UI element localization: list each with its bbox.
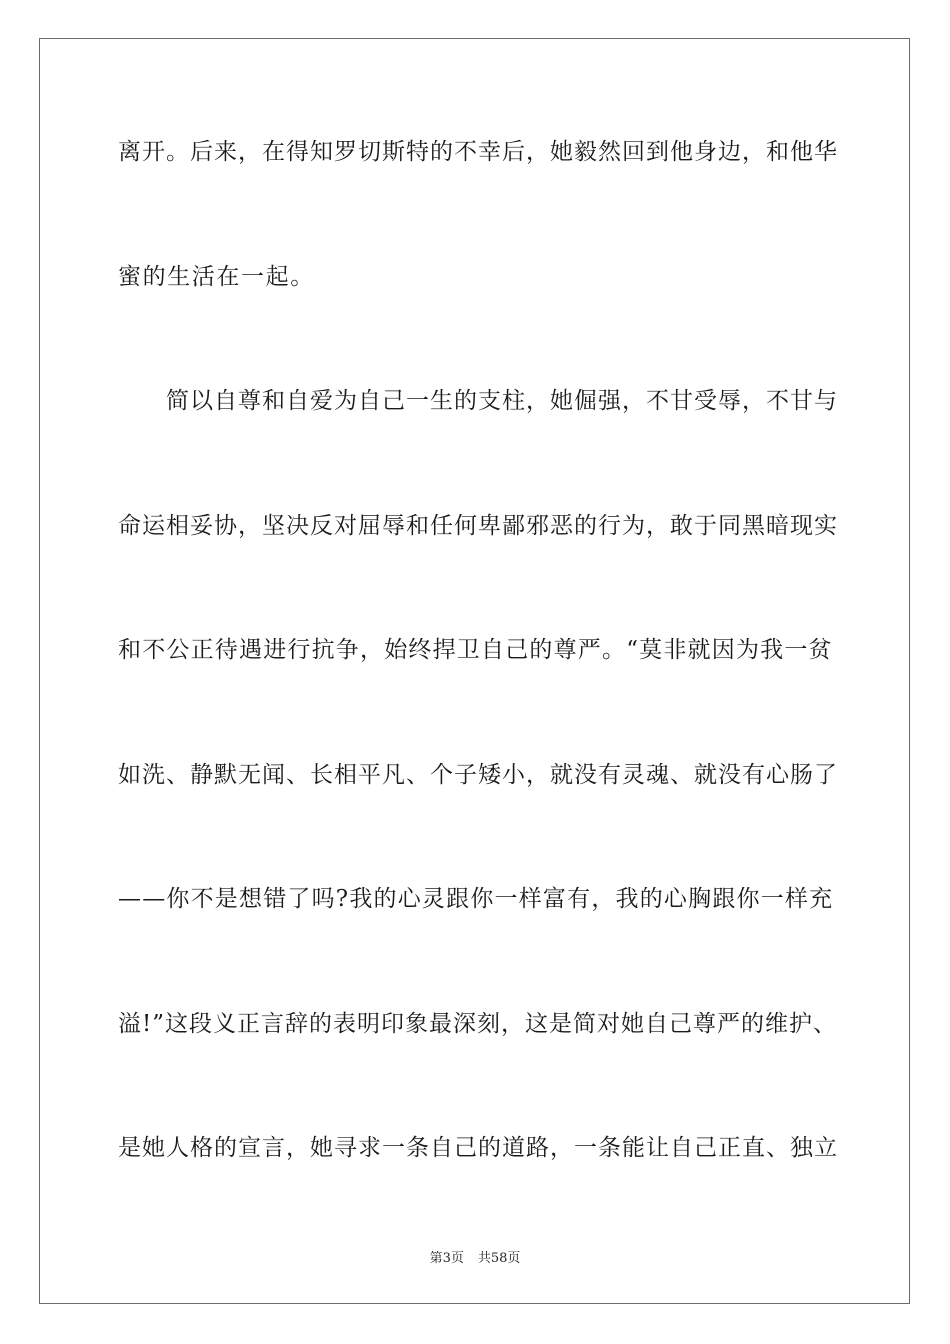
body-text-line: 溢!”这段义正言辞的表明印象最深刻，这是简对她自己尊严的维护、	[118, 1011, 838, 1037]
page-footer	[0, 1247, 950, 1266]
body-text-line: 是她人格的宣言，她寻求一条自己的道路，一条能让自己正直、独立	[118, 1135, 838, 1161]
body-text-line: 离开。后来，在得知罗切斯特的不幸后，她毅然回到他身边，和他华	[118, 139, 838, 165]
body-text-line: 简以自尊和自爱为自己一生的支柱，她倔强，不甘受辱，不甘与	[118, 388, 838, 414]
body-text-line: 命运相妥协，坚决反对屈辱和任何卑鄙邪恶的行为，敢于同黑暗现实	[118, 513, 838, 539]
page-border	[39, 38, 910, 1304]
body-text-line: 和不公正待遇进行抗争，始终捍卫自己的尊严。“莫非就因为我一贫	[118, 637, 833, 663]
body-text-line: 如洗、静默无闻、长相平凡、个子矮小，就没有灵魂、就没有心肠了	[118, 762, 838, 788]
current-page-number: 第3页	[429, 1251, 464, 1266]
body-text-line: 蜜的生活在一起。	[118, 264, 315, 290]
total-page-count: 共58页	[477, 1251, 521, 1266]
body-text-line: ——你不是想错了吗?我的心灵跟你一样富有，我的心胸跟你一样充	[118, 886, 834, 912]
